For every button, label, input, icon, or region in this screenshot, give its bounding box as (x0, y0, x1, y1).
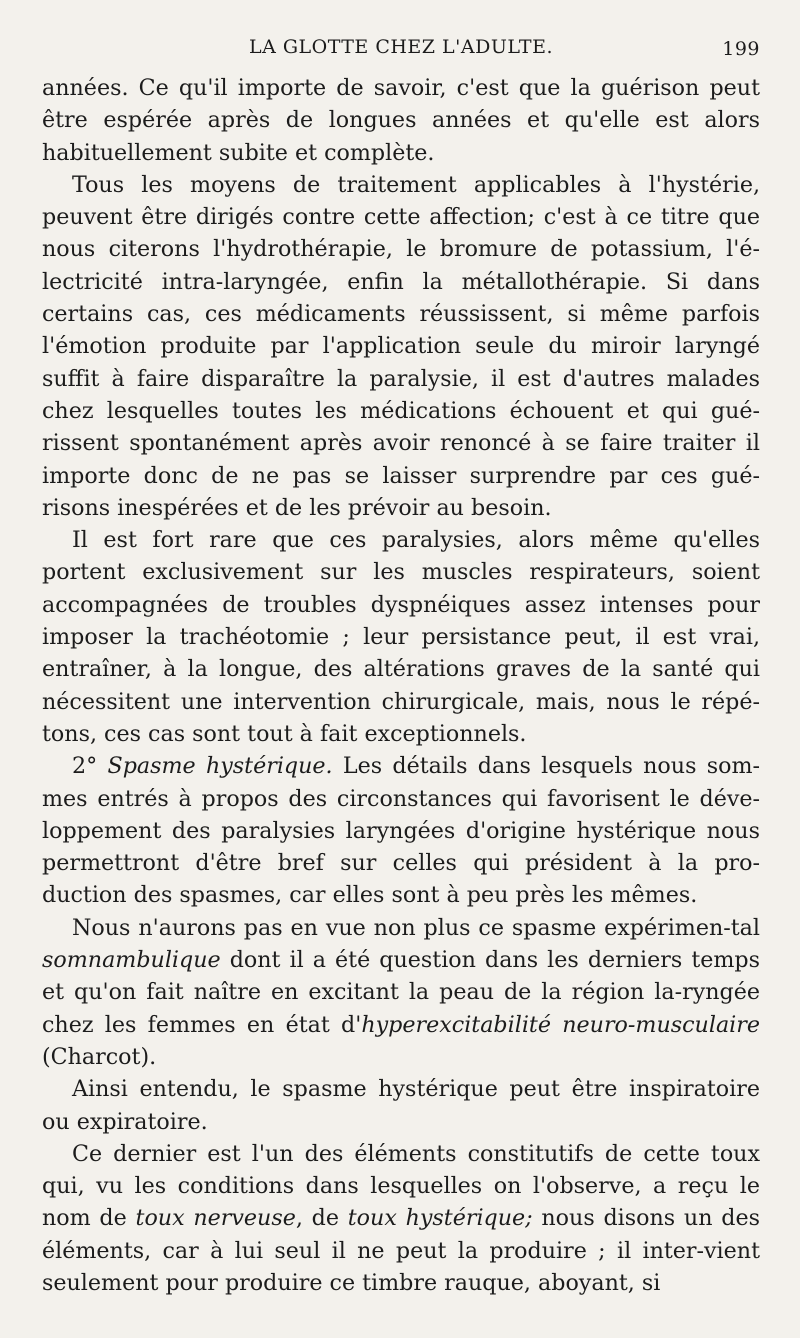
italic-text: toux hystérique; (347, 1205, 533, 1232)
page-number: 199 (722, 38, 760, 60)
italic-text: toux nerveuse (135, 1205, 296, 1232)
text-run: années. Ce qu'il importe de savoir, c'est que la guérison peut être espérée après de longues années et qu'elle est alors habituellement subite et complète. (42, 75, 760, 166)
paragraph (42, 1138, 760, 1299)
text-run: Ce dernier est l'un des éléments constitutifs de cette toux qui, vu les conditions dans lesquelles on l'observe, a reçu le nom de (42, 1140, 760, 1232)
paragraph (42, 750, 760, 911)
paragraph (42, 169, 760, 524)
running-title: LA GLOTTE CHEZ L'ADULTE. (248, 36, 554, 58)
page-header (42, 36, 760, 72)
italic-text: Spasme hystérique. (107, 753, 333, 780)
paragraph (42, 1073, 760, 1138)
text-run: nous disons un des éléments, car à lui seul il ne peut la produire ; il inter-vient seulement pour produire ce timbre rauque, aboyant, si (42, 1205, 760, 1296)
text-run: Ainsi entendu, le spasme hystérique peut être inspiratoire ou expiratoire. (42, 1076, 760, 1135)
italic-text: somnambulique (42, 947, 221, 974)
paragraph (42, 72, 760, 169)
text-run: Les détails dans lesquels nous som-mes entrés à propos des circonstances qui favorisent le déve-loppement des paralysies laryngées d'origine hystérique nous permettront d'être bref sur celles qui président à la pro-duction des spasmes, car elles sont à peu près les mêmes. (42, 753, 761, 909)
text-run: dont il a été question dans les derniers temps et qu'on fait naître en excitant la peau de la région la-ryngée chez les femmes en état d' (42, 947, 760, 1038)
paragraph (42, 524, 760, 750)
text-run: , de (295, 1205, 348, 1232)
text-run: Il est fort rare que ces paralysies, alors même qu'elles portent exclusivement sur les muscles respirateurs, soient accompagnées de troubles dyspnéiques assez intenses pour imposer la trachéotomie ; leur persistance peut, il est vrai, entraîner, à la longue, des altérations graves de la santé qui nécessitent une intervention chirurgicale, mais, nous le répé-tons, ces cas sont tout à fait exceptionnels. (42, 527, 760, 747)
text-run: Tous les moyens de traitement applicables à l'hystérie, peuvent être dirigés contre cette affection; c'est à ce titre que nous citerons l'hydrothérapie, le bromure de potassium, l'é-lectricité intra-laryngée, enfin la métallothérapie. Si dans certains cas, ces médicaments réussissent, si même parfois l'émotion produite par l'application seule du miroir laryngé suffit à faire disparaître la paralysie, il est d'autres malades chez lesquelles toutes les médications échouent et qui gué-rissent spontanément après avoir renoncé à se faire traiter il importe donc de ne pas se laisser surprendre par ces gué-risons inespérées et de les prévoir au besoin. (42, 171, 760, 521)
paragraph (42, 912, 760, 1073)
body-text (42, 72, 760, 1299)
italic-text: hyperexcitabilité neuro-musculaire (361, 1011, 760, 1038)
text-run: (Charcot). (42, 1043, 157, 1070)
text-run: Nous n'aurons pas en vue non plus ce spasme expérimen-tal (72, 914, 760, 941)
text-run: 2° (72, 753, 108, 780)
